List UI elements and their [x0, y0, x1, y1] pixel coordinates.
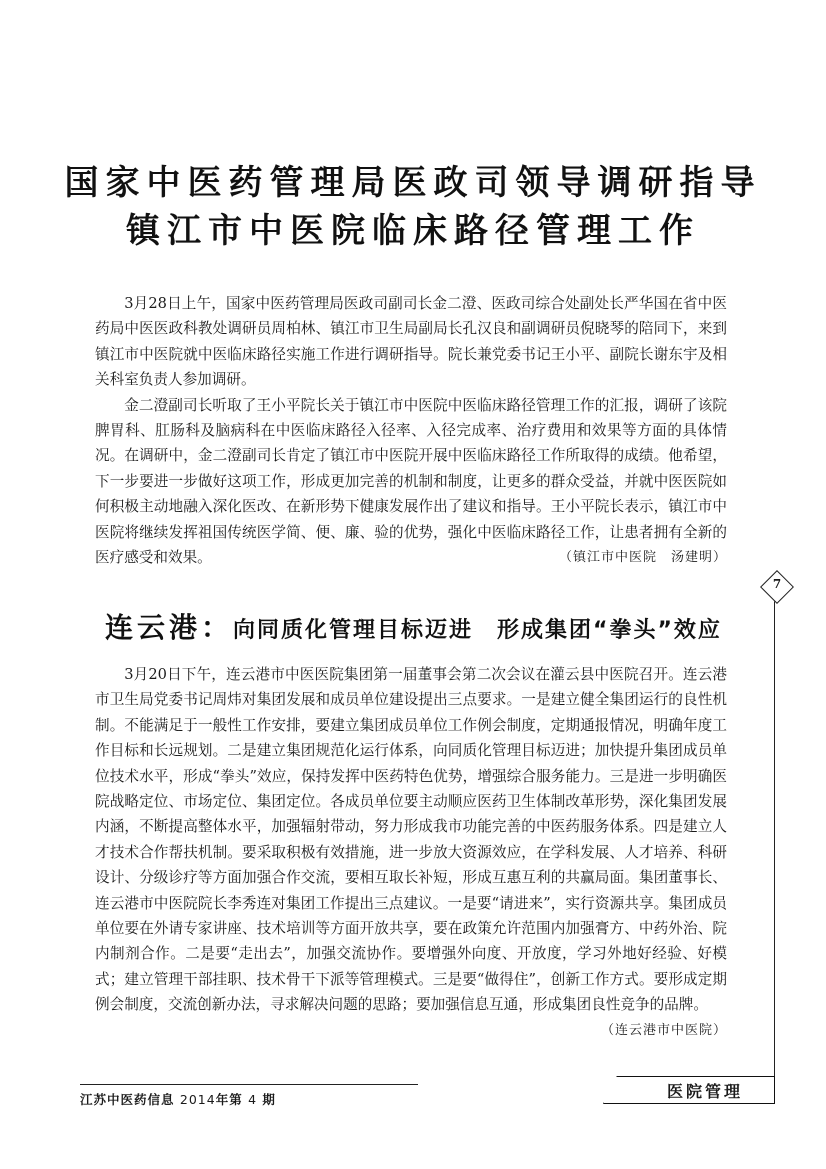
article1-paragraph: 3月28日上午，国家中医药管理局医政司副司长金二澄、医政司综合处副处长严华国在省中医药局中医医政科教处调研员周柏林、镇江市卫生局副局长孔汉良和副调研员倪晓琴的陪同下，来到镇江市中医院就中医临床路径实施工作进行调研指导。院长兼党委书记王小平、副院长谢东宇及相关科室负责人参加调研。: [95, 295, 727, 389]
article2-paragraph-text: 3月20日下午，连云港市中医医院集团第一届董事会第二次会议在灌云县中医院召开。连云港市卫生局党委书记周炜对集团发展和成员单位建设提出三点要求。一是建立健全集团运行的良性机制。不能满足于一般性工作安排，要建立集团成员单位工作例会制度，定期通报情况，明确年度工作目标和长远规划。二是建立集团规范化运行体系，向同质化管理目标迈进；加快提升集团成员单位技术水平，形成“拳头”效应，保持发挥中医药特色优势，增强综合服务能力。三是进一步明确医院战略定位、市场定位、集团定位。各成员单位要主动顺应医药卫生体制改革形势，深化集团发展内涵，不断提高整体水平，加强辐射带动，努力形成我市功能完善的中医药服务体系。四是建立人才技术合作帮扶机制。要采取积极有效措施，进一步放大资源效应，在学科发展、人才培养、科研设计、分级诊疗等方面加强合作交流，要相互取长补短，形成互惠互利的共赢局面。集团董事长、连云港市中医院院长李秀连对集团工作提出三点建议。一是要“请进来”，实行资源共享。集团成员单位要在外请专家讲座、技术培训等方面开放共享，要在政策允许范围内加强膏方、中药外治、院内制剂合作。二是要“走出去”，加强交流协作。要增强外向度、开放度，学习外地好经验、好模式；建立管理干部挂职、技术骨干下派等管理模式。三是要“做得住”，创新工作方式。要形成定期例会制度，交流创新办法，寻求解决问题的思路；要加强信息互通，形成集团良性竞争的品牌。: [95, 666, 727, 1014]
article2-paragraph: [95, 662, 727, 1038]
journal-issue-pre: 年第: [215, 1092, 243, 1107]
article2-title: [105, 606, 745, 646]
article1-paragraph-text: 金二澄副司长听取了王小平院长关于镇江市中医院中医临床路径管理工作的汇报，调研了该院脾胃科、肛肠科及脑病科在中医临床路径入径率、入径完成率、治疗费用和效果等方面的具体情况。在调研中，金二澄副司长肯定了镇江市中医院开展中医临床路径工作所取得的成绩。他希望，下一步要进一步做好这项工作，形成更加完善的机制和制度，让更多的群众受益，并就中医医院如何积极主动地融入深化医改、在新形势下健康发展作出了建议和指导。王小平院长表示，镇江市中医院将继续发挥祖国传统医学简、便、廉、验的优势，强化中医临床路径工作，让患者拥有全新的医疗感受和效果。: [95, 396, 727, 567]
article1-title-line1: 国家中医药管理局医政司领导调研指导: [64, 163, 762, 203]
journal-name: 江苏中医药信息: [80, 1092, 175, 1107]
section-label: 医院管理: [666, 1082, 743, 1101]
page-number: 7: [772, 577, 782, 591]
footer-rule: [80, 1084, 418, 1085]
article2-title-main: 连云港：: [105, 611, 234, 644]
journal-issue-num: 4: [248, 1092, 258, 1107]
article2-source: （连云港市中医院）: [600, 1022, 727, 1038]
journal-year: 2014: [179, 1092, 216, 1107]
footer-journal-info: [80, 1090, 276, 1108]
article2-body: [95, 662, 727, 1043]
article2-title-sub: 向同质化管理目标迈进 形成集团“拳头”效应: [233, 618, 722, 643]
article1-title-line2: 镇江市中医院临床路径管理工作: [126, 211, 700, 251]
article1-source: （镇江市中医院 汤建明）: [558, 550, 727, 566]
article1-paragraph: [95, 393, 727, 571]
side-rule: [774, 596, 775, 1084]
article1-body: [95, 291, 727, 570]
journal-issue-post: 期: [262, 1092, 276, 1107]
